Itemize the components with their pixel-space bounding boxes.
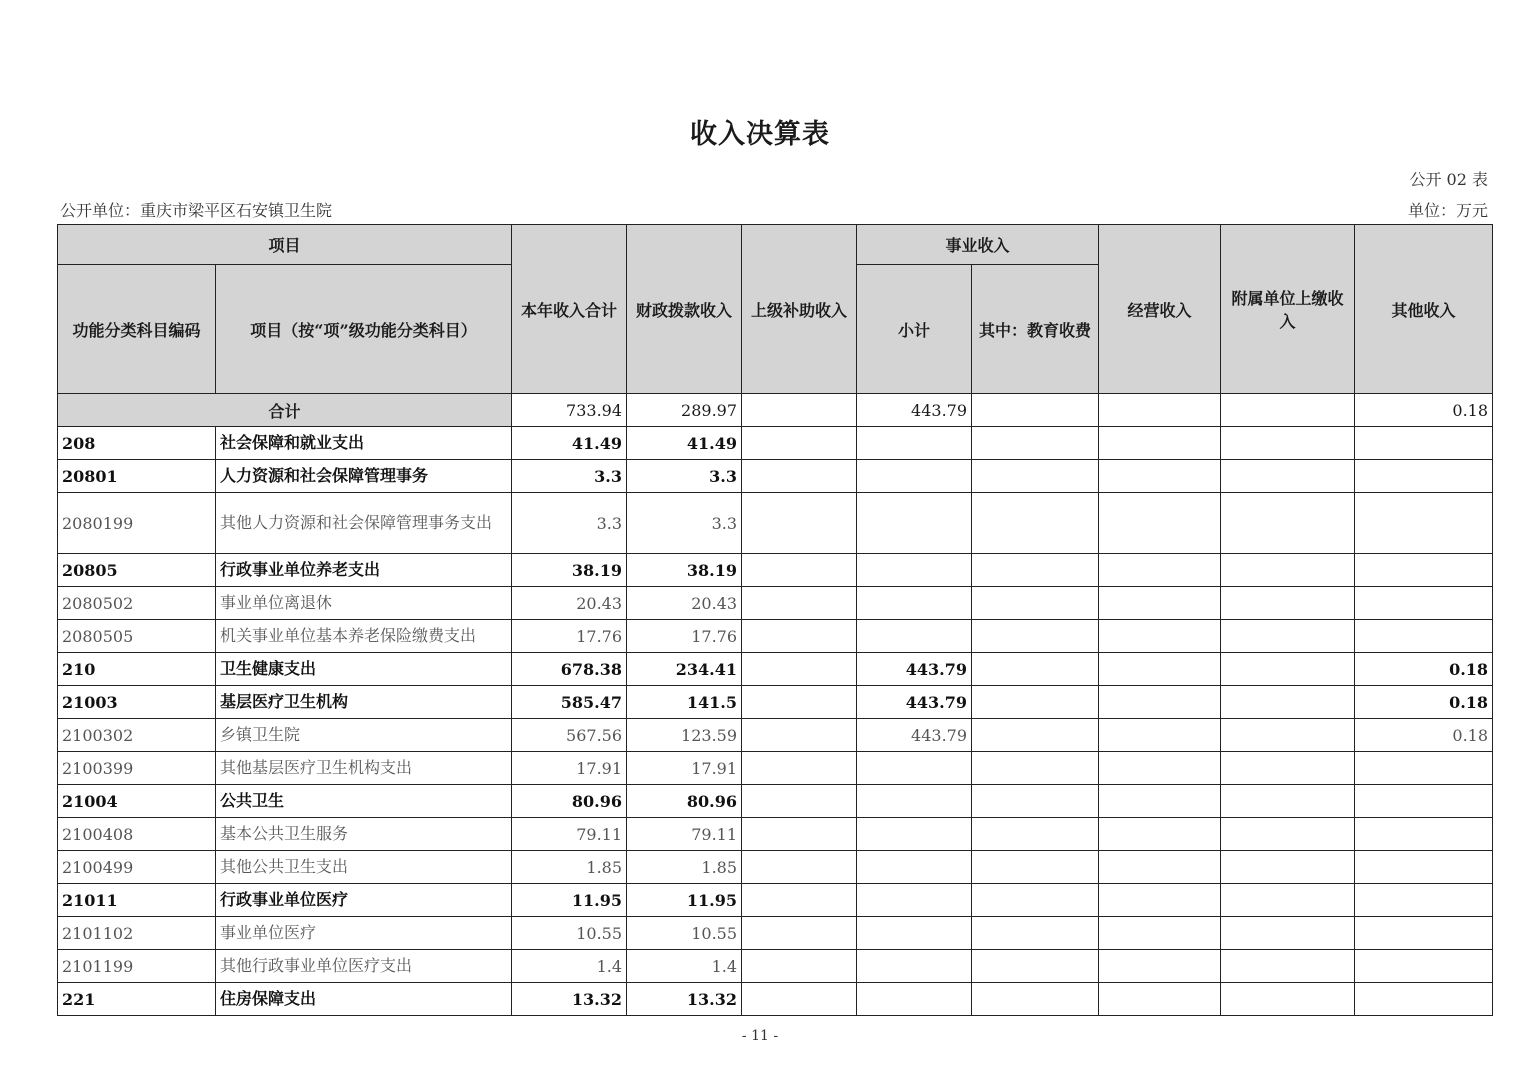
- subtotal-cell: [857, 620, 972, 653]
- operating-cell: [1099, 884, 1221, 917]
- subtotal-cell: [857, 587, 972, 620]
- education-cell: [972, 554, 1099, 587]
- education-cell: [972, 950, 1099, 983]
- fiscal-cell: 3.3: [627, 493, 742, 554]
- other-cell: [1355, 917, 1493, 950]
- code-cell: 210: [58, 653, 216, 686]
- superior-cell: [742, 950, 857, 983]
- other-cell: [1355, 785, 1493, 818]
- total-income-cell: 41.49: [512, 427, 627, 460]
- table-row: [58, 554, 1493, 587]
- header-fiscal: 财政拨款收入: [627, 225, 742, 394]
- money-unit: 单位：万元: [1407, 201, 1488, 220]
- total-education-cell: [972, 394, 1099, 427]
- name-cell: 其他行政事业单位医疗支出: [216, 950, 512, 983]
- operating-cell: [1099, 950, 1221, 983]
- operating-cell: [1099, 785, 1221, 818]
- education-cell: [972, 493, 1099, 554]
- name-cell: 公共卫生: [216, 785, 512, 818]
- superior-cell: [742, 493, 857, 554]
- subtotal-cell: [857, 950, 972, 983]
- education-cell: [972, 917, 1099, 950]
- superior-cell: [742, 983, 857, 1016]
- table-row: [58, 983, 1493, 1016]
- operating-cell: [1099, 493, 1221, 554]
- operating-cell: [1099, 752, 1221, 785]
- other-cell: [1355, 460, 1493, 493]
- code-cell: 2100408: [58, 818, 216, 851]
- superior-cell: [742, 427, 857, 460]
- code-cell: 2080502: [58, 587, 216, 620]
- operating-cell: [1099, 983, 1221, 1016]
- affiliated-cell: [1221, 917, 1355, 950]
- education-cell: [972, 983, 1099, 1016]
- education-cell: [972, 785, 1099, 818]
- header-education: 其中：教育收费: [972, 265, 1099, 394]
- table-row: [58, 917, 1493, 950]
- superior-cell: [742, 884, 857, 917]
- education-cell: [972, 620, 1099, 653]
- operating-cell: [1099, 686, 1221, 719]
- name-cell: 其他基层医疗卫生机构支出: [216, 752, 512, 785]
- reporting-unit: 公开单位：重庆市梁平区石安镇卫生院: [60, 201, 333, 220]
- name-cell: 社会保障和就业支出: [216, 427, 512, 460]
- superior-cell: [742, 460, 857, 493]
- operating-cell: [1099, 719, 1221, 752]
- name-cell: 其他公共卫生支出: [216, 851, 512, 884]
- fiscal-cell: 234.41: [627, 653, 742, 686]
- code-cell: 21004: [58, 785, 216, 818]
- superior-cell: [742, 620, 857, 653]
- fiscal-cell: 17.76: [627, 620, 742, 653]
- header-total-income: 本年收入合计: [512, 225, 627, 394]
- affiliated-cell: [1221, 460, 1355, 493]
- fiscal-cell: 17.91: [627, 752, 742, 785]
- subtotal-cell: [857, 983, 972, 1016]
- fiscal-cell: 38.19: [627, 554, 742, 587]
- operating-cell: [1099, 917, 1221, 950]
- name-cell: 住房保障支出: [216, 983, 512, 1016]
- total-income-cell: 1.85: [512, 851, 627, 884]
- code-cell: 20805: [58, 554, 216, 587]
- page-number: - 11 -: [741, 1028, 779, 1044]
- code-cell: 2101102: [58, 917, 216, 950]
- table-row: [58, 620, 1493, 653]
- other-cell: [1355, 620, 1493, 653]
- subtotal-cell: [857, 752, 972, 785]
- table-row: [58, 686, 1493, 719]
- header-project: 项目: [58, 225, 512, 265]
- other-cell: [1355, 493, 1493, 554]
- header-operating: 经营收入: [1099, 225, 1221, 394]
- form-number: 公开 02 表: [1409, 170, 1488, 189]
- superior-cell: [742, 917, 857, 950]
- name-cell: 其他人力资源和社会保障管理事务支出: [216, 493, 512, 554]
- total-affiliated-cell: [1221, 394, 1355, 427]
- fiscal-cell: 20.43: [627, 587, 742, 620]
- superior-cell: [742, 554, 857, 587]
- total-subtotal-cell: 443.79: [857, 394, 972, 427]
- name-cell: 行政事业单位养老支出: [216, 554, 512, 587]
- education-cell: [972, 427, 1099, 460]
- code-cell: 208: [58, 427, 216, 460]
- affiliated-cell: [1221, 719, 1355, 752]
- total-income-cell: 1.4: [512, 950, 627, 983]
- header-affiliated: 附属单位上缴收入: [1221, 225, 1355, 394]
- education-cell: [972, 719, 1099, 752]
- header-other: 其他收入: [1355, 225, 1493, 394]
- fiscal-cell: 11.95: [627, 884, 742, 917]
- subtotal-cell: 443.79: [857, 719, 972, 752]
- affiliated-cell: [1221, 950, 1355, 983]
- fiscal-cell: 80.96: [627, 785, 742, 818]
- operating-cell: [1099, 587, 1221, 620]
- subtotal-cell: [857, 493, 972, 554]
- name-cell: 人力资源和社会保障管理事务: [216, 460, 512, 493]
- affiliated-cell: [1221, 554, 1355, 587]
- fiscal-cell: 1.4: [627, 950, 742, 983]
- education-cell: [972, 851, 1099, 884]
- other-cell: [1355, 884, 1493, 917]
- affiliated-cell: [1221, 620, 1355, 653]
- affiliated-cell: [1221, 785, 1355, 818]
- affiliated-cell: [1221, 983, 1355, 1016]
- table-row: [58, 460, 1493, 493]
- superior-cell: [742, 653, 857, 686]
- education-cell: [972, 587, 1099, 620]
- education-cell: [972, 653, 1099, 686]
- other-cell: [1355, 950, 1493, 983]
- superior-cell: [742, 587, 857, 620]
- fiscal-cell: 141.5: [627, 686, 742, 719]
- education-cell: [972, 818, 1099, 851]
- table-row: [58, 493, 1493, 554]
- subtotal-cell: 443.79: [857, 686, 972, 719]
- total-fiscal-cell: 289.97: [627, 394, 742, 427]
- other-cell: 0.18: [1355, 719, 1493, 752]
- total-income-cell: 38.19: [512, 554, 627, 587]
- income-table: [57, 224, 1493, 1016]
- affiliated-cell: [1221, 587, 1355, 620]
- fiscal-cell: 41.49: [627, 427, 742, 460]
- operating-cell: [1099, 427, 1221, 460]
- operating-cell: [1099, 554, 1221, 587]
- header-superior: 上级补助收入: [742, 225, 857, 394]
- operating-cell: [1099, 460, 1221, 493]
- fiscal-cell: 3.3: [627, 460, 742, 493]
- total-income-cell: 3.3: [512, 460, 627, 493]
- total-income-cell: 80.96: [512, 785, 627, 818]
- table-row: [58, 851, 1493, 884]
- subtotal-cell: [857, 884, 972, 917]
- affiliated-cell: [1221, 851, 1355, 884]
- operating-cell: [1099, 653, 1221, 686]
- other-cell: [1355, 983, 1493, 1016]
- superior-cell: [742, 719, 857, 752]
- table-row: [58, 427, 1493, 460]
- name-cell: 乡镇卫生院: [216, 719, 512, 752]
- other-cell: [1355, 427, 1493, 460]
- total-label: 合计: [58, 394, 512, 427]
- code-cell: 21003: [58, 686, 216, 719]
- header-subtotal: 小计: [857, 265, 972, 394]
- total-superior-cell: [742, 394, 857, 427]
- subtotal-cell: [857, 917, 972, 950]
- education-cell: [972, 752, 1099, 785]
- total-income-cell: 567.56: [512, 719, 627, 752]
- name-cell: 行政事业单位医疗: [216, 884, 512, 917]
- subtotal-cell: [857, 785, 972, 818]
- fiscal-cell: 1.85: [627, 851, 742, 884]
- subtotal-cell: [857, 427, 972, 460]
- superior-cell: [742, 686, 857, 719]
- table-row: [58, 719, 1493, 752]
- name-cell: 事业单位医疗: [216, 917, 512, 950]
- subtotal-cell: [857, 460, 972, 493]
- other-cell: [1355, 752, 1493, 785]
- page-title: 收入决算表: [690, 119, 830, 150]
- affiliated-cell: [1221, 752, 1355, 785]
- total-income-cell: 17.76: [512, 620, 627, 653]
- name-cell: 基层医疗卫生机构: [216, 686, 512, 719]
- education-cell: [972, 686, 1099, 719]
- other-cell: [1355, 554, 1493, 587]
- name-cell: 机关事业单位基本养老保险缴费支出: [216, 620, 512, 653]
- total-income-cell: 585.47: [512, 686, 627, 719]
- superior-cell: [742, 851, 857, 884]
- education-cell: [972, 460, 1099, 493]
- name-cell: 基本公共卫生服务: [216, 818, 512, 851]
- code-cell: 221: [58, 983, 216, 1016]
- affiliated-cell: [1221, 818, 1355, 851]
- total-income-cell: 17.91: [512, 752, 627, 785]
- table-row: [58, 752, 1493, 785]
- total-income-cell: 20.43: [512, 587, 627, 620]
- superior-cell: [742, 752, 857, 785]
- total-income-cell: 79.11: [512, 818, 627, 851]
- other-cell: 0.18: [1355, 653, 1493, 686]
- name-cell: 事业单位离退休: [216, 587, 512, 620]
- total-income-cell: 3.3: [512, 493, 627, 554]
- other-cell: [1355, 851, 1493, 884]
- table-row: [58, 950, 1493, 983]
- total-income-cell: 678.38: [512, 653, 627, 686]
- code-cell: 2100499: [58, 851, 216, 884]
- total-row: [58, 394, 1493, 427]
- education-cell: [972, 884, 1099, 917]
- header-code: 功能分类科目编码: [58, 265, 216, 394]
- code-cell: 21011: [58, 884, 216, 917]
- subtotal-cell: [857, 851, 972, 884]
- code-cell: 2080505: [58, 620, 216, 653]
- other-cell: [1355, 818, 1493, 851]
- affiliated-cell: [1221, 493, 1355, 554]
- code-cell: 2101199: [58, 950, 216, 983]
- total-operating-cell: [1099, 394, 1221, 427]
- other-cell: 0.18: [1355, 686, 1493, 719]
- table-row: [58, 587, 1493, 620]
- table-row: [58, 653, 1493, 686]
- operating-cell: [1099, 620, 1221, 653]
- fiscal-cell: 79.11: [627, 818, 742, 851]
- code-cell: 2100399: [58, 752, 216, 785]
- total-income-cell: 10.55: [512, 917, 627, 950]
- subtotal-cell: 443.79: [857, 653, 972, 686]
- operating-cell: [1099, 818, 1221, 851]
- subtotal-cell: [857, 818, 972, 851]
- code-cell: 20801: [58, 460, 216, 493]
- superior-cell: [742, 785, 857, 818]
- total-other-cell: 0.18: [1355, 394, 1493, 427]
- subtotal-cell: [857, 554, 972, 587]
- table-row: [58, 818, 1493, 851]
- table-row: [58, 884, 1493, 917]
- name-cell: 卫生健康支出: [216, 653, 512, 686]
- total-income-cell: 733.94: [512, 394, 627, 427]
- operating-cell: [1099, 851, 1221, 884]
- table-row: [58, 785, 1493, 818]
- total-income-cell: 13.32: [512, 983, 627, 1016]
- total-income-cell: 11.95: [512, 884, 627, 917]
- affiliated-cell: [1221, 653, 1355, 686]
- header-name: 项目（按“项”级功能分类科目）: [216, 265, 512, 394]
- header-business: 事业收入: [857, 225, 1099, 265]
- affiliated-cell: [1221, 884, 1355, 917]
- code-cell: 2080199: [58, 493, 216, 554]
- affiliated-cell: [1221, 427, 1355, 460]
- code-cell: 2100302: [58, 719, 216, 752]
- fiscal-cell: 13.32: [627, 983, 742, 1016]
- superior-cell: [742, 818, 857, 851]
- fiscal-cell: 10.55: [627, 917, 742, 950]
- affiliated-cell: [1221, 686, 1355, 719]
- other-cell: [1355, 587, 1493, 620]
- fiscal-cell: 123.59: [627, 719, 742, 752]
